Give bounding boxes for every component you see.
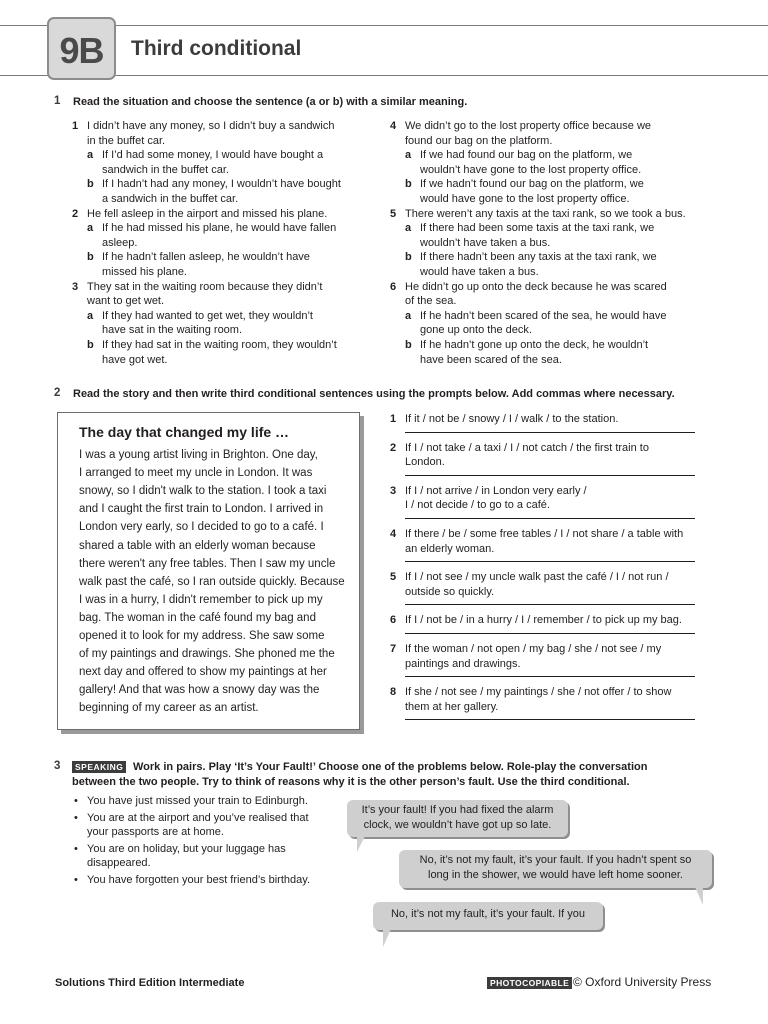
prompt-text: outside so quickly. (405, 585, 495, 598)
option-a-text: sandwich in the buffet car. (102, 163, 229, 176)
story-line: gallery! And that was how a snowy day was the (79, 684, 320, 697)
prompt-text: them at her gallery. (405, 700, 499, 713)
answer-line (405, 475, 695, 476)
option-a-text: wouldn’t have gone to the lost property office. (420, 163, 642, 176)
speech-bubble-2-line-2: long in the shower, we would have left home sooner. (428, 869, 683, 881)
speech-bubble-1 (347, 800, 568, 837)
speech-bubble-3-tail (383, 929, 391, 947)
page-title: Third conditional (131, 37, 302, 60)
story-line: beginning of my career as an artist. (79, 702, 259, 715)
option-letter-b: b (405, 251, 412, 264)
option-a-text: asleep. (102, 236, 138, 249)
question-text: of the sea. (405, 295, 457, 308)
story-line: walk past the café, so I ran outside quickly. Because (79, 575, 345, 588)
prompt-text: If I / not see / my uncle walk past the café / I / not run / (405, 571, 669, 584)
speech-bubble-2-line-1: No, it’s not my fault, it’s your fault. If you hadn’t spent so (419, 854, 692, 866)
option-letter-a: a (405, 309, 412, 322)
exercise-2-instruction: Read the story and then write third conditional sentences using the prompts below. Add commas where necessary. (73, 388, 675, 400)
footer-book-title: Solutions Third Edition Intermediate (55, 977, 245, 989)
option-b-text: would have gone to the lost property office. (420, 193, 630, 205)
option-b-text: If he hadn’t gone up onto the deck, he wouldn’t (420, 339, 649, 351)
option-b-text: would have taken a bus. (420, 266, 539, 278)
story-line: I arranged to meet my uncle in London. It was (79, 467, 313, 480)
answer-line (405, 518, 695, 519)
option-letter-b: b (405, 339, 412, 351)
story-title: The day that changed my life … (79, 424, 290, 440)
question-text: want to get wet. (87, 295, 165, 308)
question-text: There weren’t any taxis at the taxi rank, so we took a bus. (405, 207, 686, 220)
option-b-text: have been scared of the sea. (420, 353, 562, 366)
option-letter-a: a (405, 149, 412, 162)
exercise-1-number: 1 (54, 95, 61, 107)
option-letter-b: b (87, 251, 94, 264)
bullet-dot: • (74, 811, 78, 824)
option-letter-a: a (405, 222, 412, 235)
option-letter-a: a (87, 149, 94, 162)
prompt-text: paintings and drawings. (405, 657, 521, 670)
question-number: 2 (72, 207, 79, 220)
story-line: of my paintings and drawings. She phoned me the (79, 648, 335, 661)
bullet-dot: • (74, 842, 78, 855)
question-number: 4 (390, 120, 397, 132)
prompt-text: If it / not be / snowy / I / walk / to the station. (405, 413, 619, 425)
question-text: He didn’t go up onto the deck because he was scared (405, 280, 667, 293)
story-line: I was a young artist living in Brighton. One day, (79, 449, 318, 461)
question-text: They sat in the waiting room because they didn’t (87, 280, 323, 293)
exercise-3-number: 3 (54, 760, 61, 772)
option-b-text: If he hadn’t fallen asleep, he wouldn’t have (102, 251, 310, 264)
problem-item-text: You are on holiday, but your luggage has (87, 842, 286, 855)
story-line: snowy, so I didn't walk to the station. I took a taxi (79, 485, 327, 498)
exercise-1-right-column (390, 119, 720, 369)
answer-line (405, 676, 695, 677)
option-a-text: If we had found our bag on the platform, we (420, 149, 633, 162)
speech-bubble-1-line-1: It’s your fault! If you had fixed the alarm (361, 804, 554, 816)
speaking-badge: SPEAKING (72, 761, 126, 773)
speech-bubble-1-line-2: clock, we wouldn’t have got up so late. (363, 819, 552, 831)
answer-line (405, 719, 695, 720)
story-box (57, 412, 360, 730)
bullet-dot: • (74, 795, 78, 807)
option-a-text: gone up onto the deck. (420, 324, 532, 337)
photocopiable-badge: PHOTOCOPIABLE (487, 977, 572, 989)
option-letter-b: b (87, 339, 94, 351)
exercise-3-instruction-line-1: Work in pairs. Play ‘It’s Your Fault!’ Choose one of the problems below. Role-play the conversation (133, 761, 648, 773)
option-a-text: If I’d had some money, I would have bought a (102, 149, 324, 162)
problem-item-text: You are at the airport and you’ve realised that (87, 811, 309, 824)
speech-bubble-3 (373, 902, 603, 930)
problem-item-text: You have forgotten your best friend’s birthday. (87, 874, 310, 886)
question-number: 3 (72, 280, 79, 293)
bullet-dot: • (74, 874, 78, 886)
option-letter-a: a (87, 222, 94, 235)
question-number: 1 (72, 120, 79, 132)
story-line: opened it to look for my address. She saw some (79, 630, 325, 642)
option-b-text: If I hadn’t had any money, I wouldn’t have bought (102, 178, 341, 191)
prompt-text: If I / not be / in a hurry / I / remember / to pick up my bag. (405, 614, 682, 627)
footer-publisher: © Oxford University Press (573, 975, 712, 989)
story-line: shared a table with an elderly woman because (79, 539, 316, 552)
prompt-text: I / not decide / to go to a café. (405, 499, 550, 512)
option-a-text: wouldn’t have taken a bus. (420, 236, 551, 249)
speech-bubble-1-tail (357, 836, 365, 852)
option-a-text: have sat in the waiting room. (102, 324, 243, 337)
question-text: He fell asleep in the airport and missed his plane. (87, 207, 328, 220)
prompt-text: If I / not take / a taxi / I / not catch / the first train to (405, 441, 649, 454)
exercise-2-number: 2 (54, 387, 61, 399)
exercise-1-left-column (72, 119, 372, 369)
answer-line (405, 604, 695, 605)
prompt-number: 2 (390, 441, 397, 454)
option-b-text: If we hadn’t found our bag on the platform, we (420, 178, 644, 191)
problem-item-text: disappeared. (87, 857, 151, 870)
exercise-3-instruction-line-2: between the two people. Try to think of reasons why it is the other person’s fault. Use the third conditional. (72, 776, 630, 788)
option-b-text: If they had sat in the waiting room, they wouldn’t (102, 339, 337, 351)
option-letter-a: a (87, 309, 94, 322)
speech-bubble-2-tail (695, 887, 703, 905)
story-line: bag. The woman in the café found my bag and (79, 611, 316, 624)
answer-line (405, 432, 695, 433)
prompt-number: 5 (390, 571, 397, 584)
question-text: in the buffet car. (87, 134, 166, 147)
prompt-text: If there / be / some free tables / I / not share / a table with (405, 528, 684, 540)
option-a-text: If they had wanted to get wet, they wouldn’t (102, 309, 313, 322)
story-line: there weren't any free tables. Then I saw my uncle (79, 557, 336, 570)
option-letter-b: b (87, 178, 94, 191)
problem-item-text: your passports are at home. (87, 826, 224, 839)
prompt-number: 8 (390, 686, 397, 699)
question-text: I didn’t have any money, so I didn’t buy a sandwich (87, 120, 335, 132)
answer-line (405, 561, 695, 562)
unit-label-box: 9B (47, 17, 116, 80)
problem-item-text: You have just missed your train to Edinburgh. (87, 795, 308, 807)
prompt-text: If I / not arrive / in London very early / (405, 484, 587, 497)
prompt-number: 7 (390, 643, 397, 655)
prompt-text: If she / not see / my paintings / she / not offer / to show (405, 686, 672, 699)
option-a-text: If he had missed his plane, he would have fallen (102, 222, 337, 235)
question-text: We didn’t go to the lost property office because we (405, 120, 652, 132)
option-a-text: If there had been some taxis at the taxi rank, we (420, 222, 655, 235)
speech-bubble-3-line-1: No, it’s not my fault, it’s your fault. If you (390, 908, 585, 920)
question-number: 6 (390, 280, 397, 293)
question-number: 5 (390, 207, 397, 220)
answer-line (405, 633, 695, 634)
option-b-text: a sandwich in the buffet car. (102, 193, 239, 205)
story-line: next day and offered to show my paintings at her (79, 666, 327, 679)
exercise-1-instruction: Read the situation and choose the sentence (a or b) with a similar meaning. (73, 96, 468, 108)
prompt-text: London. (405, 456, 445, 469)
speech-bubble-2 (399, 850, 712, 888)
story-line: I was in a hurry, I didn't remember to pick up my (79, 593, 323, 606)
story-line: London very early, so I decided to go to a café. I (79, 521, 324, 534)
question-text: found our bag on the platform. (405, 134, 553, 147)
prompt-number: 1 (390, 413, 397, 425)
option-b-text: If there hadn’t been any taxis at the taxi rank, we (420, 251, 657, 264)
option-b-text: have got wet. (102, 353, 168, 366)
option-letter-b: b (405, 178, 412, 191)
prompt-text: If the woman / not open / my bag / she / not see / my (405, 643, 662, 655)
exercise-2-prompts (390, 412, 720, 737)
prompt-number: 4 (390, 528, 397, 540)
option-b-text: missed his plane. (102, 266, 187, 278)
prompt-number: 6 (390, 614, 397, 627)
story-line: and I caught the first train to London. I arrived in (79, 503, 324, 516)
option-a-text: If he hadn’t been scared of the sea, he would have (420, 309, 667, 322)
prompt-number: 3 (390, 484, 397, 497)
prompt-text: an elderly woman. (405, 542, 495, 555)
problem-list (72, 795, 342, 895)
